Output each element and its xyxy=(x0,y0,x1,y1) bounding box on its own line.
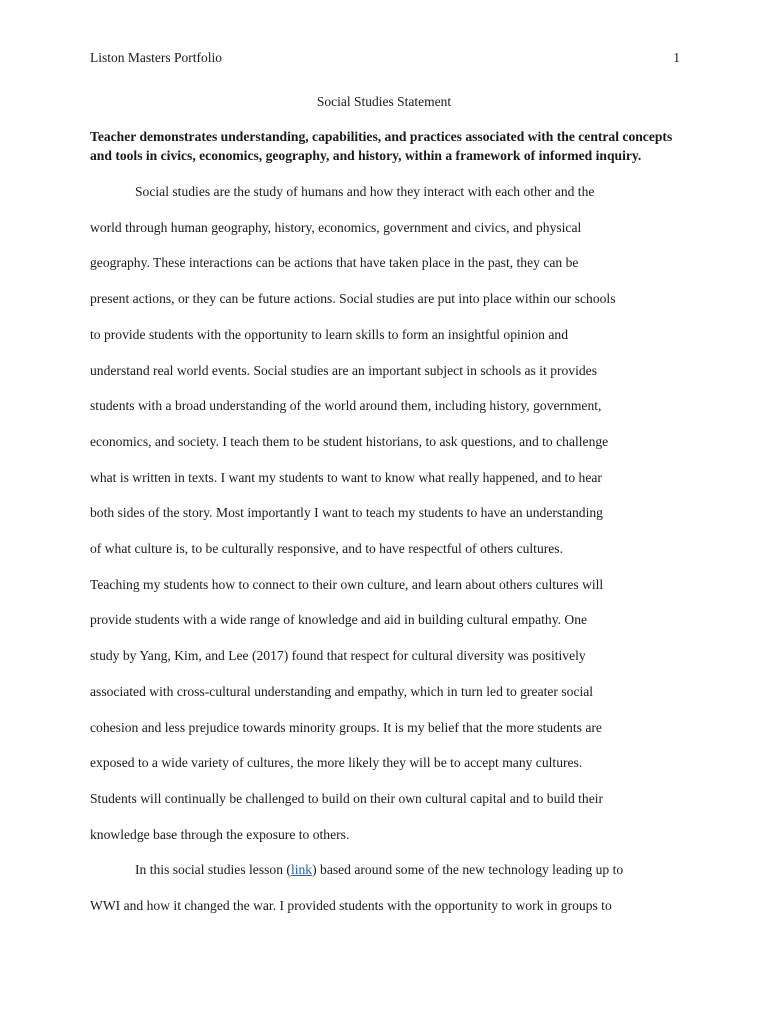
text-line: WWI and how it changed the war. I provided students with the opportunity to work in groups to xyxy=(90,897,612,913)
text-line: geography. These interactions can be actions that have taken place in the past, they can be xyxy=(90,255,579,271)
text-line: what is written in texts. I want my students to want to know what really happened, and to hear xyxy=(90,469,602,485)
text-line: understand real world events. Social studies are an important subject in schools as it provides xyxy=(90,362,598,378)
text-line: associated with cross-cultural understanding and empathy, which in turn led to greater social xyxy=(90,683,594,699)
running-head: Liston Masters Portfolio xyxy=(90,50,222,65)
text-line: to provide students with the opportunity to learn skills to form an insightful opinion and xyxy=(90,326,568,342)
text-line: economics, and society. I teach them to be student historians, to ask questions, and to challenge xyxy=(90,433,609,449)
text-line: cohesion and less prejudice towards minority groups. It is my belief that the more students are xyxy=(90,719,602,735)
text-line: Social studies are the study of humans and how they interact with each other and the xyxy=(135,184,595,199)
text-line: world through human geography, history, economics, government and civics, and physical xyxy=(90,219,582,235)
document-title: Social Studies Statement xyxy=(316,94,452,109)
text-line: knowledge base through the exposure to others. xyxy=(90,826,350,842)
text-line: both sides of the story. Most importantly I want to teach my students to have an understanding xyxy=(90,505,603,521)
standard-statement: Teacher demonstrates understanding, capabilities, and practices associated with the central concepts and tools in civics, economics, geography, and history, within a framework of informed inquiry. xyxy=(90,129,673,163)
text-line: study by Yang, Kim, and Lee (2017) found that respect for cultural diversity was positively xyxy=(90,648,586,664)
text-line: Students will continually be challenged to build on their own cultural capital and to build their xyxy=(90,790,604,806)
text-line xyxy=(90,852,690,888)
text-line: provide students with a wide range of knowledge and aid in building cultural empathy. One xyxy=(90,612,588,628)
text-line: Teaching my students how to connect to their own culture, and learn about others cultures will xyxy=(90,576,604,592)
text-before-link: In this social studies lesson ( xyxy=(135,862,291,877)
paragraph-1 xyxy=(90,174,690,852)
page-header xyxy=(90,47,680,69)
page-number: 1 xyxy=(673,50,680,65)
text-line: students with a broad understanding of the world around them, including history, government, xyxy=(90,398,602,414)
lesson-link[interactable]: link xyxy=(290,862,313,877)
text-line: present actions, or they can be future actions. Social studies are put into place within our schools xyxy=(90,291,616,307)
paragraph-2 xyxy=(90,852,690,923)
text-after-link: ) based around some of the new technology leading up to xyxy=(312,862,624,877)
text-line: of what culture is, to be culturally responsive, and to have respectful of others cultures. xyxy=(90,541,563,557)
text-line: exposed to a wide variety of cultures, the more likely they will be to accept many cultures. xyxy=(90,755,583,771)
